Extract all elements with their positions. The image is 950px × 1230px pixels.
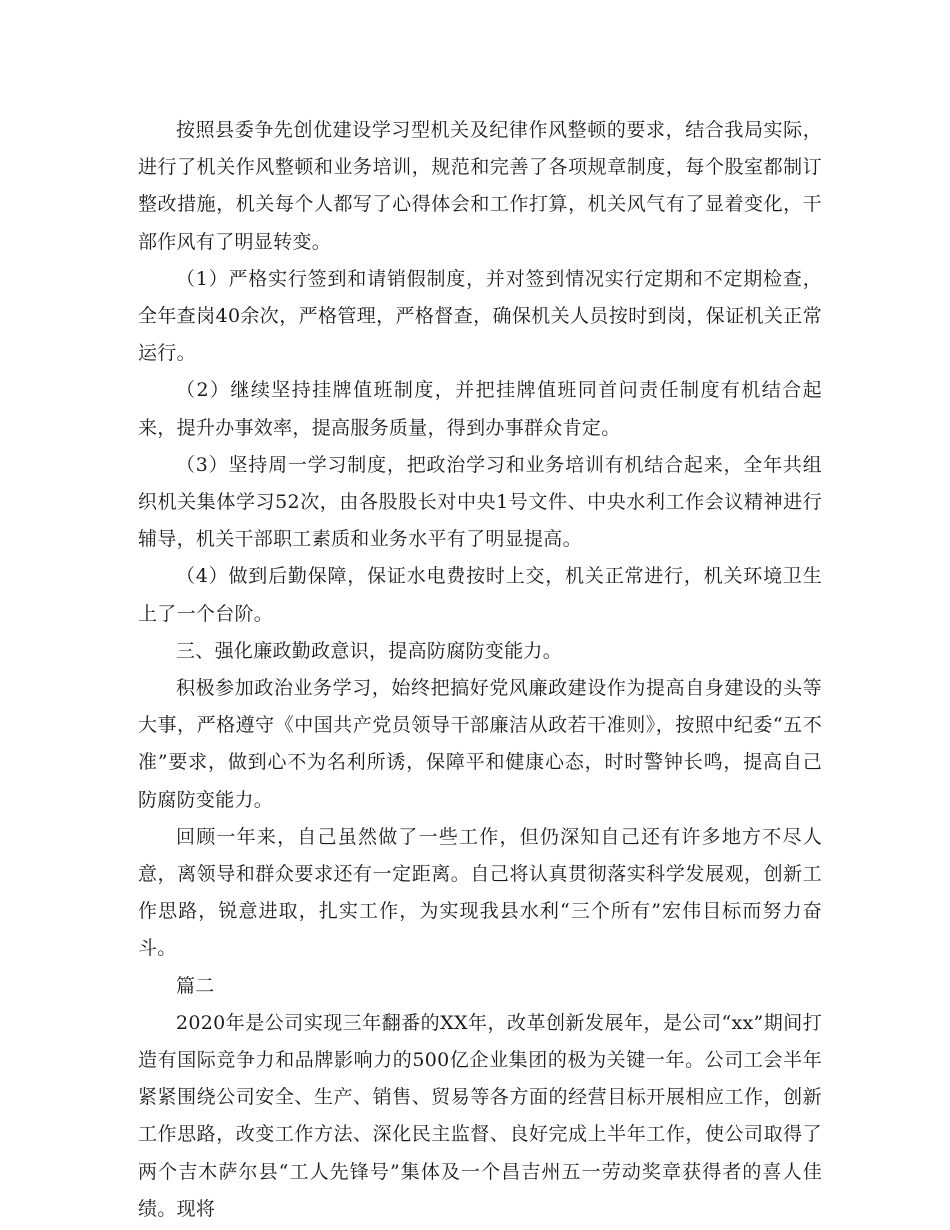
paragraph-item-2-duty: （2）继续坚持挂牌值班制度，并把挂牌值班同首问责任制度有机结合起来，提升办事效率，提高服务质量，得到办事群众肯定。 xyxy=(138,379,822,439)
paragraph-review: 回顾一年来，自己虽然做了一些工作，但仍深知自己还有许多地方不尽人意，离领导和群众要求还有一定距离。自己将认真贯彻落实科学发展观，创新工作思路，锐意进取，扎实工作，为实现我县水利“三个所有”宏伟目标而努力奋斗。 xyxy=(138,825,822,960)
paragraph-work-style: 按照县委争先创优建设学习型机关及纪律作风整顿的要求，结合我局实际，进行了机关作风整顿和业务培训，规范和完善了各项规章制度，每个股室都制订整改措施，机关每个人都写了心得体会和工作打算，机关风气有了显着变化，干部作风有了明显转变。 xyxy=(138,119,822,253)
part-heading-two: 篇二 xyxy=(176,974,215,997)
section-heading-integrity: 三、强化廉政勤政意识，提高防腐防变能力。 xyxy=(176,639,563,662)
paragraph-integrity: 积极参加政治业务学习，始终把搞好党风廉政建设作为提高自身建设的头等大事，严格遵守《中国共产党员领导干部廉洁从政若干准则》，按照中纪委“五不准”要求，做到心不为名利所诱，保障平和健康心态，时时警钟长鸣，提高自己防腐防变能力。 xyxy=(138,677,822,811)
document-body xyxy=(138,112,822,1228)
paragraph-2020-summary: 2020年是公司实现三年翻番的XX年，改革创新发展年，是公司“xx”期间打造有国际竞争力和品牌影响力的500亿企业集团的极为关键一年。公司工会半年紧紧围绕公司安全、生产、销售、贸易等各方面的经营目标开展相应工作，创新工作思路，改变工作方法、深化民主监督、良好完成上半年工作，使公司取得了两个吉木萨尔县“工人先锋号”集体及一个昌吉州五一劳动奖章获得者的喜人佳绩。现将 xyxy=(138,1011,822,1220)
paragraph-item-3-study: （3）坚持周一学习制度，把政治学习和业务培训有机结合起来，全年共组织机关集体学习52次，由各股股长对中央1号文件、中央水利工作会议精神进行辅导，机关干部职工素质和业务水平有了明显提高。 xyxy=(138,453,822,551)
paragraph-item-1-attendance: （1）严格实行签到和请销假制度，并对签到情况实行定期和不定期检查，全年查岗40余次，严格管理，严格督查，确保机关人员按时到岗，保证机关正常运行。 xyxy=(138,267,822,365)
paragraph-item-4-logistics: （4）做到后勤保障，保证水电费按时上交，机关正常进行，机关环境卫生上了一个台阶。 xyxy=(138,565,822,625)
